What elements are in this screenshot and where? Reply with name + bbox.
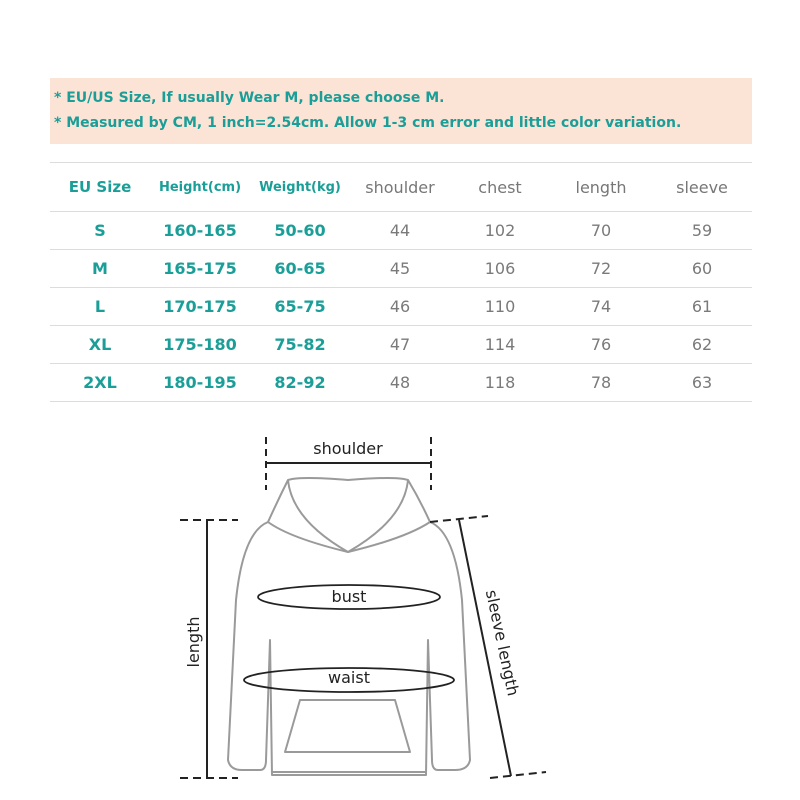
hoodie-measurement-diagram: [0, 420, 800, 800]
size-note-box: [50, 78, 752, 144]
cell-height: 160-165: [150, 212, 250, 250]
cell-weight: 82-92: [250, 364, 350, 402]
length-label: length: [184, 616, 203, 668]
cell-sleeve: 59: [652, 212, 752, 250]
header-sleeve: sleeve: [652, 163, 752, 212]
table-row: [50, 364, 752, 402]
cell-shoulder: 44: [350, 212, 450, 250]
cell-size: L: [50, 288, 150, 326]
table-row: [50, 326, 752, 364]
size-chart-table: [50, 162, 752, 402]
cell-size: XL: [50, 326, 150, 364]
cell-chest: 106: [450, 250, 550, 288]
header-length: length: [550, 163, 652, 212]
header-weight: Weight(kg): [250, 163, 350, 212]
header-height: Height(cm): [150, 163, 250, 212]
cell-height: 165-175: [150, 250, 250, 288]
sleeve-length-label: sleeve length: [481, 588, 523, 698]
table-header-row: [50, 163, 752, 212]
cell-chest: 118: [450, 364, 550, 402]
cell-weight: 65-75: [250, 288, 350, 326]
cell-length: 72: [550, 250, 652, 288]
cell-length: 78: [550, 364, 652, 402]
table-row: [50, 250, 752, 288]
table-row: [50, 288, 752, 326]
bust-label: bust: [331, 587, 367, 606]
cell-size: 2XL: [50, 364, 150, 402]
cell-height: 175-180: [150, 326, 250, 364]
note-eu-us-size: * EU/US Size, If usually Wear M, please choose M.: [54, 90, 445, 106]
cell-shoulder: 48: [350, 364, 450, 402]
header-chest: chest: [450, 163, 550, 212]
shoulder-label: shoulder: [313, 439, 383, 458]
cell-shoulder: 46: [350, 288, 450, 326]
cell-weight: 75-82: [250, 326, 350, 364]
cell-chest: 114: [450, 326, 550, 364]
cell-weight: 60-65: [250, 250, 350, 288]
cell-sleeve: 63: [652, 364, 752, 402]
cell-shoulder: 45: [350, 250, 450, 288]
note-measurement: * Measured by CM, 1 inch=2.54cm. Allow 1-3 cm error and little color variation.: [54, 115, 682, 131]
cell-size: M: [50, 250, 150, 288]
header-eu-size: EU Size: [50, 163, 150, 212]
cell-sleeve: 62: [652, 326, 752, 364]
cell-weight: 50-60: [250, 212, 350, 250]
cell-length: 70: [550, 212, 652, 250]
cell-chest: 110: [450, 288, 550, 326]
waist-label: waist: [328, 668, 370, 687]
header-shoulder: shoulder: [350, 163, 450, 212]
cell-height: 180-195: [150, 364, 250, 402]
cell-chest: 102: [450, 212, 550, 250]
cell-size: S: [50, 212, 150, 250]
sleeve-length-measure-line: [430, 516, 546, 778]
cell-sleeve: 61: [652, 288, 752, 326]
table-row: [50, 212, 752, 250]
cell-length: 74: [550, 288, 652, 326]
cell-shoulder: 47: [350, 326, 450, 364]
cell-length: 76: [550, 326, 652, 364]
cell-sleeve: 60: [652, 250, 752, 288]
cell-height: 170-175: [150, 288, 250, 326]
